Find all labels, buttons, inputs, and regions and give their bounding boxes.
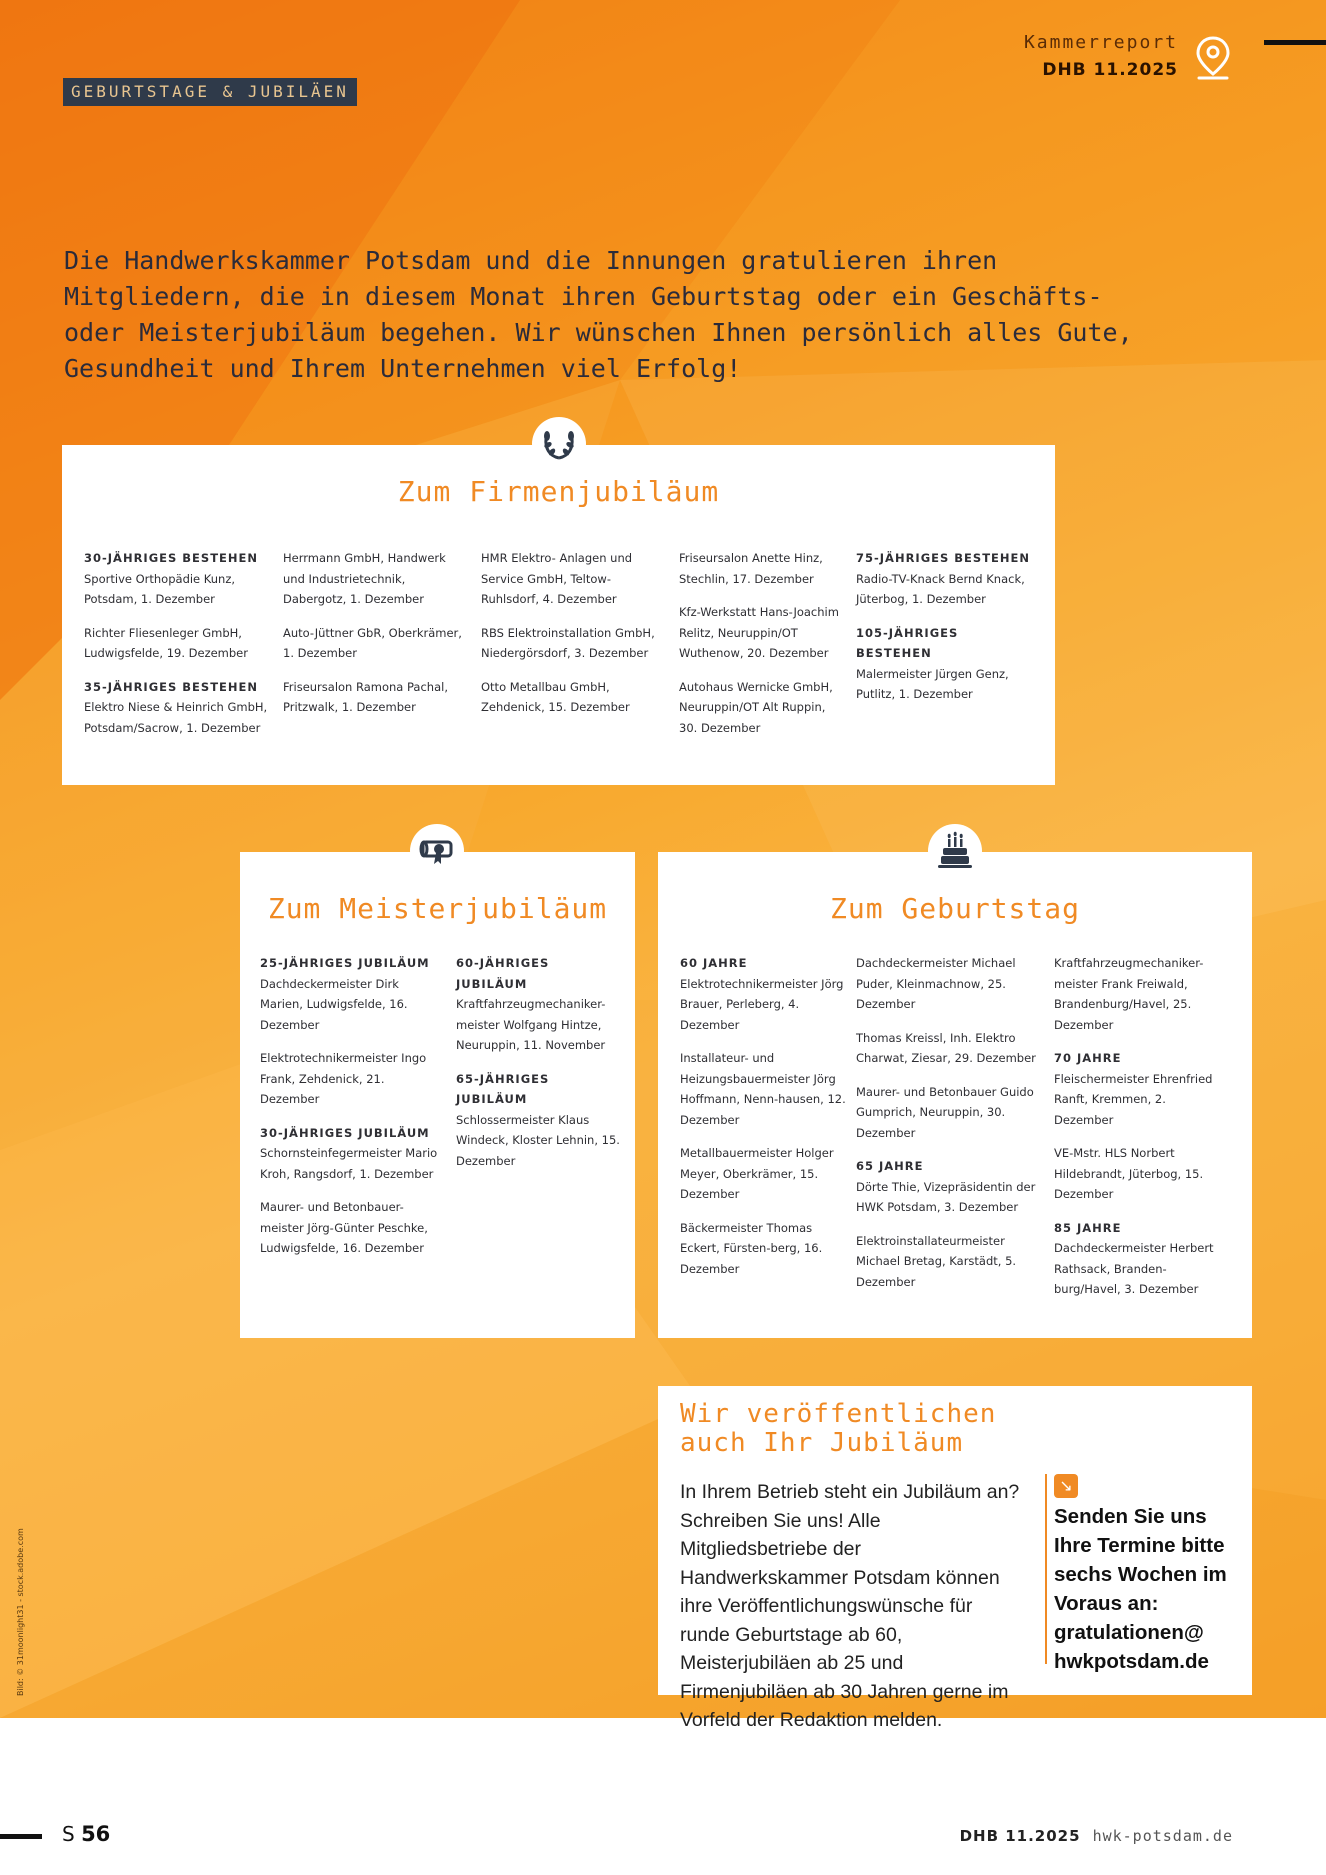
list-item: VE-Mstr. HLS Norbert Hildebrandt, Jüterbog, 15. Dezember [1054, 1146, 1204, 1201]
list-item: Thomas Kreissl, Inh. Elektro Charwat, Ziesar, 29. Dezember [856, 1030, 1036, 1065]
firmen-column-2 [283, 548, 463, 731]
meister-column-2 [456, 953, 621, 1184]
list-item: RBS Elektroinstallation GmbH, Niedergörsdorf, 3. Dezember [481, 625, 655, 660]
list-item: HMR Elektro- Anlagen und Service GmbH, Teltow-Ruhlsdorf, 4. Dezember [481, 551, 633, 606]
meisterjubilaeum-card [240, 852, 635, 1338]
cake-badge [928, 824, 982, 878]
list-item: 105-JÄHRIGES BESTEHEN Malermeister Jürgen Genz, Putlitz, 1. Dezember [856, 625, 1009, 701]
firmen-column-4 [679, 548, 844, 751]
list-item: Elektroinstallateurmeister Michael Bretag, Karstädt, 5. Dezember [856, 1233, 1017, 1289]
firmenjubilaeum-title: Zum Firmenjubiläum [397, 475, 720, 508]
geburtstag-title: Zum Geburtstag [829, 892, 1080, 925]
footer-issue: DHB 11.2025 [959, 1827, 1081, 1845]
list-item: Installateur- und Heizungsbauermeister Jörg Hoffmann, Nenn-hausen, 12. Dezember [680, 1051, 846, 1127]
birthday-cake-icon [935, 831, 975, 871]
firmen-column-3 [481, 548, 661, 731]
list-item: Otto Metallbau GmbH, Zehdenick, 15. Dezember [481, 679, 630, 714]
image-credit: Bild: © 31moonlight31 - stock.adobe.com [16, 1528, 25, 1696]
list-item: Kraftfahrzeugmechaniker-meister Frank Freiwald, Brandenburg/Havel, 25. Dezember [1054, 956, 1204, 1032]
list-item: 25-JÄHRIGES JUBILÄUM Dachdeckermeister Dirk Marien, Ludwigsfelde, 16. Dezember [260, 956, 430, 1032]
page-number: S 56 [62, 1822, 111, 1846]
list-item: Maurer- und Betonbauer-meister Jörg-Günter Peschke, Ludwigsfelde, 16. Dezember [260, 1200, 428, 1255]
list-item: 60-JÄHRIGES JUBILÄUM Kraftfahrzeugmechaniker-meister Wolfgang Hintze, Neuruppin, 11. November [456, 956, 606, 1052]
firmen-column-1 [84, 548, 269, 751]
intro-text: Die Handwerkskammer Potsdam und die Innungen gratulieren ihren Mitgliedern, die in diesem Monat ihren Geburtstag oder ein Geschäfts- oder Meisterjubiläum begehen. Wir wünschen Ihnen persönlich alles Gute, Gesundheit und Ihrem Unternehmen viel Erfolg! [64, 246, 1133, 383]
list-item: Metallbauermeister Holger Meyer, Oberkrämer, 15. Dezember [680, 1146, 834, 1201]
list-item: Bäckermeister Thomas Eckert, Fürsten-berg, 16. Dezember [680, 1220, 823, 1276]
geburtstag-column-3 [1054, 953, 1224, 1313]
header-rule [1264, 40, 1326, 45]
list-item: 75-JÄHRIGES BESTEHEN Radio-TV-Knack Bernd Knack, Jüterbog, 1. Dezember [856, 551, 1031, 606]
list-item: Elektrotechnikermeister Ingo Frank, Zehdenick, 21. Dezember [260, 1051, 427, 1106]
section-tag: GEBURTSTAGE & JUBILÄEN [63, 78, 357, 106]
issue-label: DHB 11.2025 [1042, 60, 1178, 80]
firmenjubilaeum-card [62, 445, 1055, 785]
geburtstag-card [658, 852, 1252, 1338]
publish-box-title: Wir veröffentlichen auch Ihr Jubiläum [680, 1399, 997, 1458]
publish-box-divider [1045, 1474, 1047, 1664]
list-item: Autohaus Wernicke GmbH, Neuruppin/OT Alt Ruppin, 30. Dezember [679, 679, 833, 735]
publish-box-text: In Ihrem Betrieb steht ein Jubiläum an? Schreiben Sie uns! Alle Mitgliedsbetriebe der Handwerkskammer Potsdam können ihre Veröffentlichungswünsche für runde Geburtstage ab 60, Meisterjubiläen ab 25 und Firmenjubiläen ab 30 Jahren gerne im Vorfeld der Redaktion melden. [680, 1481, 1020, 1731]
list-item: 30-JÄHRIGES JUBILÄUM Schornsteinfegermeister Mario Kroh, Rangsdorf, 1. Dezember [260, 1125, 438, 1181]
laurel-wreath-icon [539, 424, 579, 464]
geburtstag-column-2 [856, 953, 1036, 1305]
certificate-badge [410, 824, 464, 878]
list-item: Friseursalon Anette Hinz, Stechlin, 17. Dezember [679, 551, 823, 586]
footer-website[interactable]: hwk-potsdam.de [1092, 1827, 1233, 1845]
list-item: Auto-Jüttner GbR, Oberkrämer, 1. Dezember [283, 625, 462, 660]
list-item: Kfz-Werkstatt Hans-Joachim Relitz, Neuruppin/OT Wuthenow, 20. Dezember [679, 605, 839, 660]
list-item: 85 JAHRE Dachdeckermeister Herbert Rathsack, Branden-burg/Havel, 3. Dezember [1054, 1220, 1214, 1296]
list-item: Friseursalon Ramona Pachal, Pritzwalk, 1. Dezember [283, 679, 448, 714]
footer-info [960, 1827, 1233, 1845]
list-item: 70 JAHRE Fleischermeister Ehrenfried Ranft, Kremmen, 2. Dezember [1054, 1051, 1213, 1127]
arrow-icon: ↘ [1054, 1474, 1078, 1498]
firmen-column-5 [856, 548, 1036, 718]
location-pin-icon [1193, 34, 1233, 82]
footer-rule [0, 1834, 42, 1839]
list-item: Herrmann GmbH, Handwerk und Industrietechnik, Dabergotz, 1. Dezember [283, 551, 446, 606]
list-item: Richter Fliesenleger GmbH, Ludwigsfelde, 19. Dezember [84, 625, 248, 660]
list-item: 65 JAHRE Dörte Thie, Vizepräsidentin der HWK Potsdam, 3. Dezember [856, 1159, 1036, 1214]
geburtstag-column-1 [680, 953, 855, 1292]
meister-column-1 [260, 953, 440, 1272]
list-item: 60 JAHRE Elektrotechnikermeister Jörg Brauer, Perleberg, 4. Dezember [680, 956, 844, 1032]
meisterjubilaeum-title: Zum Meisterjubiläum [267, 892, 608, 925]
certificate-scroll-icon [417, 831, 457, 871]
list-item: 35-JÄHRIGES BESTEHEN Elektro Niese & Heinrich GmbH, Potsdam/Sacrow, 1. Dezember [84, 679, 268, 735]
list-item: Maurer- und Betonbauer Guido Gumprich, Neuruppin, 30. Dezember [856, 1084, 1034, 1140]
publish-box-call-to-action: Senden Sie uns Ihre Termine bitte sechs Wochen im Voraus an: gratulationen@ hwkpotsdam.de [1054, 1505, 1227, 1673]
list-item: Dachdeckermeister Michael Puder, Kleinmachnow, 25. Dezember [856, 956, 1016, 1011]
laurel-badge [532, 417, 586, 471]
list-item: 65-JÄHRIGES JUBILÄUM Schlossermeister Klaus Windeck, Kloster Lehnin, 15. Dezember [456, 1071, 620, 1168]
publish-box [658, 1386, 1252, 1731]
publication-name: Kammerreport [1023, 32, 1178, 53]
list-item: 30-JÄHRIGES BESTEHEN Sportive Orthopädie Kunz, Potsdam, 1. Dezember [84, 551, 259, 606]
